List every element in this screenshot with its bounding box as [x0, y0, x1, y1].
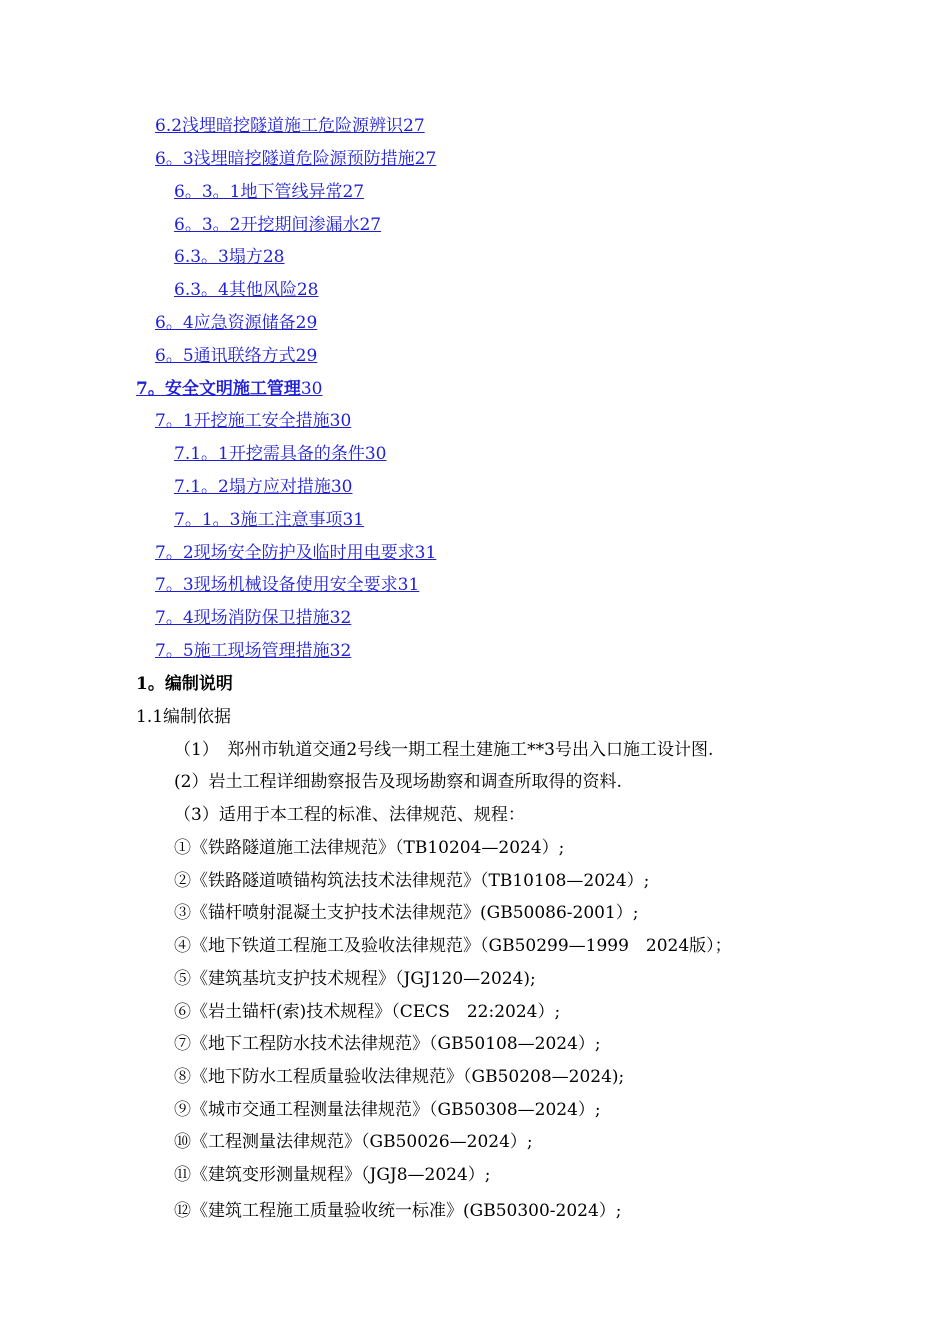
section-heading: 1。编制说明	[136, 674, 233, 694]
toc-entry-text: 6.2浅埋暗挖隧道施工危险源辨识	[155, 116, 404, 136]
toc-entry-page: 27	[342, 182, 365, 202]
toc-entry-page: 30	[329, 411, 352, 431]
list-item: ⑨《城市交通工程测量法律规范》（GB50308—2024）;	[174, 1100, 601, 1120]
toc-entry[interactable]	[174, 279, 319, 301]
list-item: ⑦《地下工程防水技术法律规范》（GB50108—2024）;	[174, 1034, 601, 1054]
toc-entry[interactable]	[155, 542, 436, 564]
toc-entry-text: 7。3现场机械设备使用安全要求	[155, 575, 398, 595]
toc-entry-text: 6。4应急资源储备	[155, 313, 296, 333]
toc-entry-page: 27	[359, 215, 382, 235]
paragraph: （3）适用于本工程的标准、法律规范、规程：	[174, 805, 525, 825]
toc-entry-page: 30	[364, 444, 387, 464]
list-item: ③《锚杆喷射混凝土支护技术法律规范》(GB50086-2001）;	[174, 903, 639, 923]
toc-entry[interactable]	[174, 509, 364, 531]
toc-entry-text: 6.3。3塌方	[174, 247, 263, 267]
toc-entry-page: 28	[296, 280, 319, 300]
toc-entry-text: 7.1。2塌方应对措施	[174, 477, 331, 497]
toc-entry-text: 7.1。1开挖需具备的条件	[174, 444, 365, 464]
toc-entry[interactable]	[174, 443, 387, 465]
toc-entry-page: 32	[329, 641, 352, 661]
toc-entry-text: 6。3。2开挖期间渗漏水	[174, 215, 360, 235]
list-item: ⑥《岩土锚杆(索)技术规程》（CECS 22:2024）;	[174, 1002, 561, 1022]
toc-entry-chapter[interactable]	[136, 378, 322, 400]
toc-entry-text: 7。4现场消防保卫措施	[155, 608, 330, 628]
subsection-heading: 1.1编制依据	[136, 707, 232, 727]
list-item: ⑧《地下防水工程质量验收法律规范》（GB50208—2024);	[174, 1067, 625, 1087]
toc-entry-text: 7。5施工现场管理措施	[155, 641, 330, 661]
toc-entry[interactable]	[155, 607, 351, 629]
toc-entry-page: 31	[397, 575, 420, 595]
list-item: ⑩《工程测量法律规范》（GB50026—2024）;	[174, 1132, 533, 1152]
toc-entry-text: 6。5通讯联络方式	[155, 346, 296, 366]
toc-entry-page: 29	[295, 313, 318, 333]
toc-entry[interactable]	[174, 181, 364, 203]
list-item: ①《铁路隧道施工法律规范》（TB10204—2024）;	[174, 838, 565, 858]
toc-entry-page: 30	[330, 477, 353, 497]
toc-entry-page: 27	[414, 149, 437, 169]
toc-entry-page: 28	[262, 247, 285, 267]
toc-entry[interactable]	[174, 214, 381, 236]
list-item: ②《铁路隧道喷锚构筑法技术法律规范》（TB10108—2024）;	[174, 871, 650, 891]
paragraph: （1） 郑州市轨道交通2号线一期工程土建施工**3号出入口施工设计图.	[174, 740, 714, 760]
toc-entry-page: 27	[403, 116, 425, 136]
list-item: ⑫《建筑工程施工质量验收统一标准》(GB50300-2024）;	[174, 1201, 622, 1221]
toc-entry-text: 6。3浅埋暗挖隧道危险源预防措施	[155, 149, 415, 169]
toc-entry[interactable]	[155, 312, 317, 334]
toc-entry-text: 6.3。4其他风险	[174, 280, 297, 300]
toc-entry-page: 31	[414, 543, 437, 563]
toc-entry[interactable]	[155, 574, 419, 596]
toc-entry[interactable]	[155, 345, 317, 367]
toc-entry-text: 7。2现场安全防护及临时用电要求	[155, 543, 415, 563]
toc-entry[interactable]	[155, 115, 425, 137]
toc-entry[interactable]	[155, 410, 351, 432]
toc-entry-page: 31	[342, 510, 365, 530]
toc-entry[interactable]	[174, 246, 285, 268]
list-item: ④《地下铁道工程施工及验收法律规范》（GB50299—1999 2024版）；	[174, 936, 732, 956]
list-item: ⑤《建筑基坑支护技术规程》（JGJ120—2024);	[174, 969, 536, 989]
toc-entry[interactable]	[155, 640, 351, 662]
toc-entry-page: 32	[329, 608, 352, 628]
paragraph: (2）岩土工程详细勘察报告及现场勘察和调查所取得的资料.	[174, 772, 622, 792]
toc-entry-text: 7。1开挖施工安全措施	[155, 411, 330, 431]
toc-entry-text: 6。3。1地下管线异常	[174, 182, 343, 202]
toc-entry[interactable]	[155, 148, 436, 170]
toc-entry-page: 30	[300, 379, 323, 399]
toc-entry-page: 29	[295, 346, 318, 366]
toc-entry-text: 7。安全文明施工管理	[136, 379, 301, 399]
toc-entry[interactable]	[174, 476, 353, 498]
toc-entry-text: 7。1。3施工注意事项	[174, 510, 343, 530]
list-item: ⑪《建筑变形测量规程》（JGJ8—2024）;	[174, 1165, 491, 1185]
